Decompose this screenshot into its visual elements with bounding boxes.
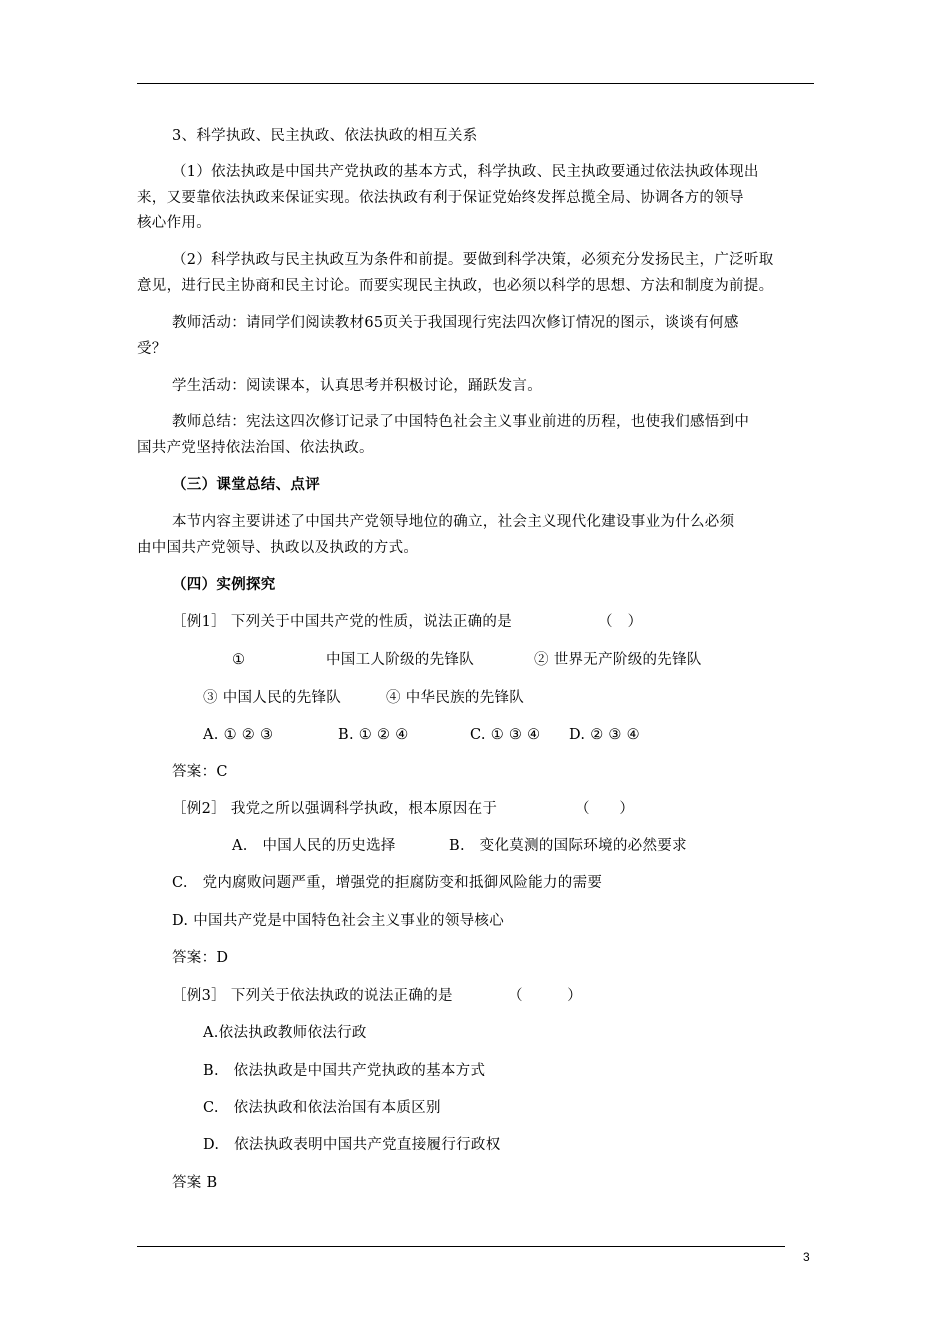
choice: C. 依法执政和依法治国有本质区别 <box>203 1100 441 1116</box>
choice: B. 依法执政是中国共产党执政的基本方式 <box>203 1063 486 1079</box>
choice: C. ① ③ ④ <box>470 727 541 743</box>
paragraph-line: 教师总结：宪法这四次修订记录了中国特色社会主义事业前进的历程，也使我们感悟到中 <box>172 414 750 430</box>
section-heading: （四）实例探究 <box>172 576 276 593</box>
paragraph-line: （2）科学执政与民主执政互为条件和前提。要做到科学决策，必须充分发扬民主，广泛听取 <box>172 252 774 268</box>
choice: A. 中国人民的历史选择 <box>232 838 396 854</box>
section-title: 3、科学执政、民主执政、依法执政的相互关系 <box>172 128 478 144</box>
choice: D. ② ③ ④ <box>569 727 640 743</box>
option-text: 中国工人阶级的先锋队 <box>326 652 474 668</box>
paragraph-line: 教师活动：请同学们阅读教材65页关于我国现行宪法四次修订情况的图示，谈谈有何感 <box>172 315 739 331</box>
section-heading: （三）课堂总结、点评 <box>172 476 320 493</box>
paragraph-line: 国共产党坚持依法治国、依法执政。 <box>137 440 374 456</box>
answer-blank: （ ） <box>575 801 635 817</box>
option-mark: ① <box>232 652 246 668</box>
paragraph-line: （1）依法执政是中国共产党执政的基本方式，科学执政、民主执政要通过依法执政体现出 <box>172 164 759 180</box>
header-rule <box>137 83 814 84</box>
choice: B. 变化莫测的国际环境的必然要求 <box>449 838 687 854</box>
answer-blank: （ ） <box>598 614 643 630</box>
option-text: ② 世界无产阶级的先锋队 <box>534 652 702 668</box>
paragraph-line: 受？ <box>137 341 167 357</box>
choice: A. ① ② ③ <box>203 727 274 743</box>
paragraph-line: 核心作用。 <box>137 215 211 231</box>
choice: D. 中国共产党是中国特色社会主义事业的领导核心 <box>172 913 505 929</box>
paragraph-line: 来，又要靠依法执政来保证实现。依法执政有利于保证党始终发挥总揽全局、协调各方的领导 <box>137 190 744 206</box>
paragraph-line: 由中国共产党领导、执政以及执政的方式。 <box>137 540 419 556</box>
option-text: ③ 中国人民的先锋队 <box>203 690 342 706</box>
example-question: ［例3］ 下列关于依法执政的说法正确的是 <box>172 988 453 1004</box>
choice: A.依法执政教师依法行政 <box>203 1025 367 1041</box>
choice: C. 党内腐败问题严重，增强党的拒腐防变和抵御风险能力的需要 <box>172 875 603 891</box>
example-question: ［例2］ 我党之所以强调科学执政，根本原因在于 <box>172 801 498 817</box>
choice: D. 依法执政表明中国共产党直接履行行政权 <box>203 1137 501 1153</box>
answer: 答案：D <box>172 950 229 966</box>
paragraph-line: 意见，进行民主协商和民主讨论。而要实现民主执政，也必须以科学的思想、方法和制度为前提。 <box>137 278 774 294</box>
footer-rule <box>137 1246 785 1247</box>
answer: 答案 B <box>172 1175 218 1191</box>
paragraph-line: 学生活动：阅读课本，认真思考并积极讨论，踊跃发言。 <box>172 378 542 394</box>
answer-blank: （ ） <box>508 988 582 1004</box>
choice: B. ① ② ④ <box>338 727 409 743</box>
example-question: ［例1］ 下列关于中国共产党的性质，说法正确的是 <box>172 614 513 630</box>
answer: 答案：C <box>172 764 228 780</box>
option-text: ④ 中华民族的先锋队 <box>386 690 525 706</box>
paragraph-line: 本节内容主要讲述了中国共产党领导地位的确立，社会主义现代化建设事业为什么必须 <box>172 514 735 530</box>
page-number: 3 <box>803 1250 810 1264</box>
